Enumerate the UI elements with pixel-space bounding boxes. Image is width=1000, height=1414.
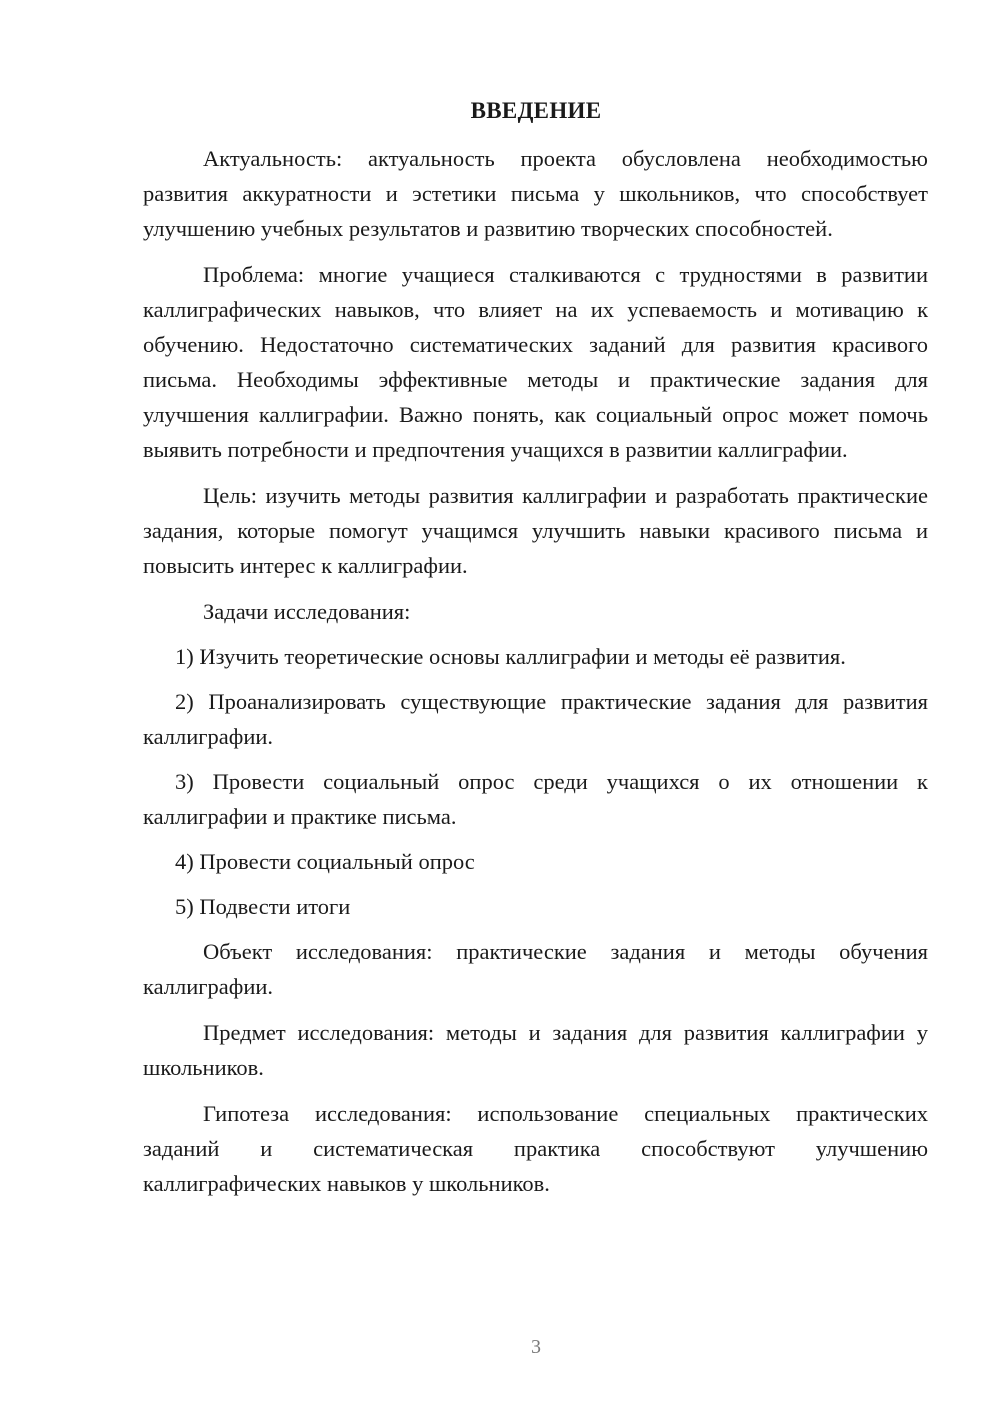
- paragraph-problem: Проблема: многие учащиеся сталкиваются с трудностями в развитии каллиграфических навыков, что влияет на их успеваемость и мотивацию к обучению. Недостаточно систематических заданий для развития красивого письма. Необходимы эффективные методы и практические задания для улучшения каллиграфии. Важно понять, как социальный опрос может помочь выявить потребности и предпочтения учащихся в развитии каллиграфии.: [143, 262, 928, 462]
- section-title: ВВЕДЕНИЕ: [470, 98, 602, 123]
- task-item-1: 1) Изучить теоретические основы каллиграфии и методы её развития.: [175, 644, 846, 669]
- task-item-3: 3) Провести социальный опрос среди учащихся о их отношении к каллиграфии и практике письма.: [143, 769, 928, 829]
- paragraph-goal: Цель: изучить методы развития каллиграфии и разработать практические задания, которые помогут учащимся улучшить навыки красивого письма и повысить интерес к каллиграфии.: [143, 483, 928, 578]
- page-number: 3: [531, 1336, 541, 1358]
- body-text: [143, 141, 928, 1201]
- paragraph-hypothesis: Гипотеза исследования: использование специальных практических заданий и систематическая практика способствуют улучшению каллиграфических навыков у школьников.: [143, 1101, 928, 1196]
- paragraph-object: Объект исследования: практические задания и методы обучения каллиграфии.: [143, 939, 928, 999]
- paragraph-tasks-heading: Задачи исследования:: [203, 599, 411, 624]
- task-item-4: 4) Провести социальный опрос: [175, 849, 475, 874]
- task-item-5: 5) Подвести итоги: [175, 894, 351, 919]
- task-item-2: 2) Проанализировать существующие практические задания для развития каллиграфии.: [143, 689, 928, 749]
- paragraph-subject: Предмет исследования: методы и задания для развития каллиграфии у школьников.: [143, 1020, 928, 1080]
- paragraph-relevance: Актуальность: актуальность проекта обусловлена необходимостью развития аккуратности и эстетики письма у школьников, что способствует улучшению учебных результатов и развитию творческих способностей.: [143, 146, 928, 241]
